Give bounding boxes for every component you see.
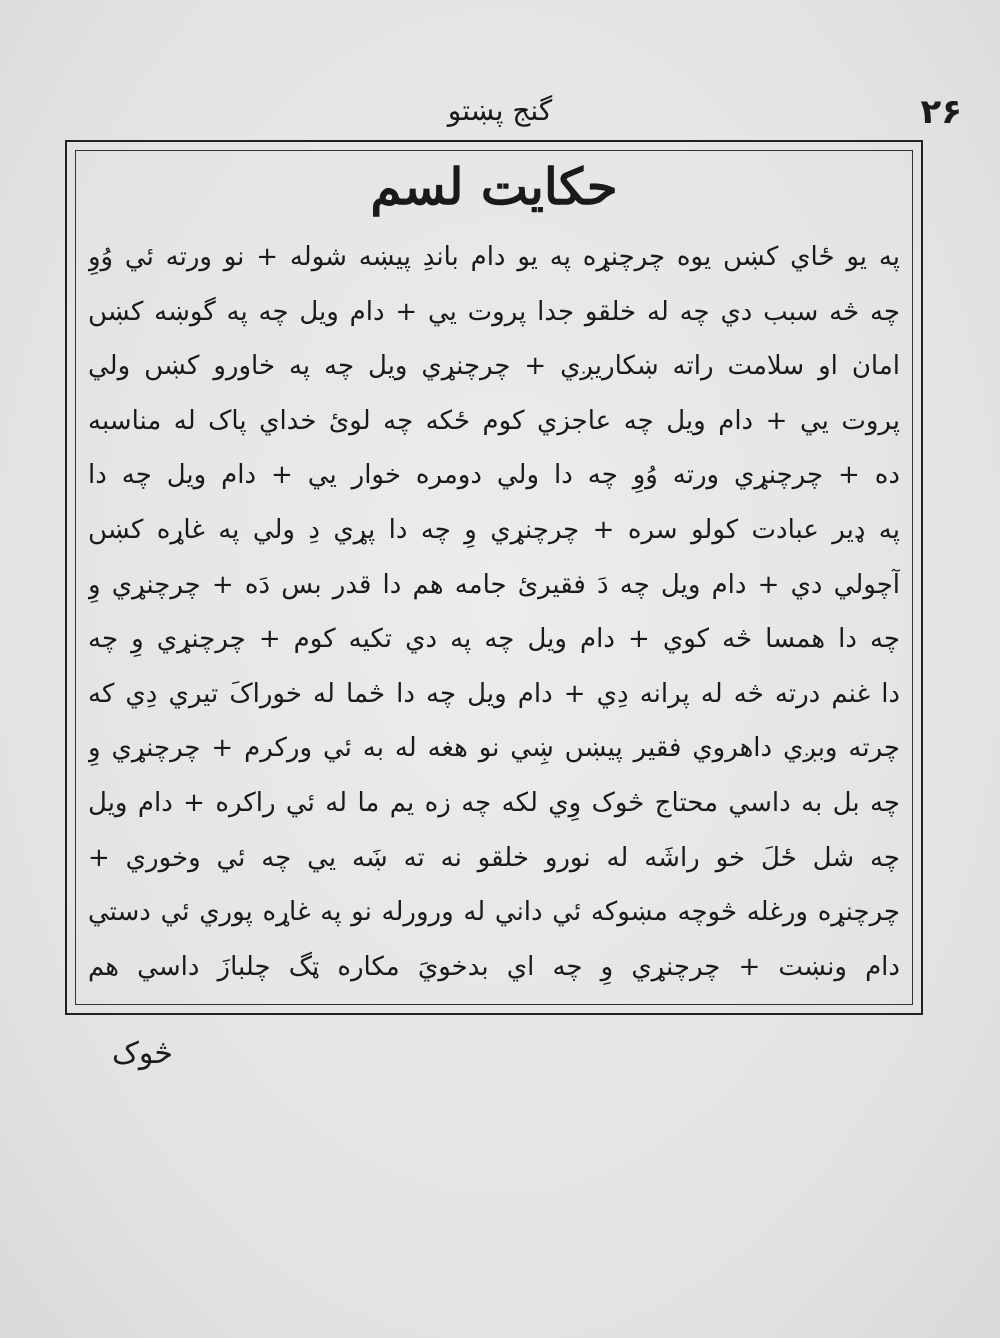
- text-line: امان او سلامت راته ښکاريږي + چرچنړي ويل چه په خاورو کښں ولي: [88, 351, 900, 382]
- text-line: چرچنړه ورغله څوچه مښوکه ئي داني له ورورله نو په غاړه پوري ئي دستي: [88, 897, 900, 928]
- text-line: چه څه سبب دي چه له خلقو جدا پروت يي + دام ویل چه په گوښه کښں: [88, 296, 900, 327]
- text-line: ده + چرچنړي ورته وُوِ چه دا ولي دومره خوار يي + دام ويل چه دا: [88, 460, 900, 491]
- story-body: [88, 230, 900, 994]
- text-line: چه شل ځلَ خو راشَه له نورو خلقو نه ته ښَه يي چه ئي وخوري +: [88, 842, 900, 873]
- text-line: چه بل به داسي محتاج څوک وِي لکه چه زه يم ما له ئي راکره + دام ويل: [88, 787, 900, 818]
- story-heading: حکایت لسم: [370, 157, 618, 216]
- page-number: ۲۶: [920, 92, 962, 132]
- text-line: په یو ځاي کښں یوه چرچنړه په یو دام باندِ پیښه شوله + نو ورته ئي وُوِ: [88, 242, 900, 272]
- running-head: [0, 92, 1000, 138]
- running-title: گنج پښتو: [447, 94, 553, 127]
- text-line: آچولي دي + دام ويل چه دَ فقيرئ جامه هم دا قدر بس دَه + چرچنړي وِ: [88, 569, 900, 600]
- text-line: دام ونښت + چرچنړي وِ چه اي بدخويَ مکاره ټگ چلبازَ داسي هم: [88, 951, 900, 982]
- text-line: په ډير عبادت کولو سره + چرچنړي وِ چه دا پړي دِ ولي په غاړه کښں: [88, 514, 900, 545]
- text-line: پروت يي + دام ويل چه عاجزي کوم ځکه چه لوئ خداي پاک له مناسبه: [88, 405, 900, 436]
- text-line: دا غنم درته څه له پرانه دِي + دام ويل چه دا څما له خوراکَ تيري دِي که: [88, 678, 900, 709]
- text-line: چرته وبږي داهروي فقير پيښں ښِي نو هغه له به ئي ورکرم + چرچنړي وِ: [88, 733, 900, 764]
- text-line: چه دا همسا څه کوي + دام ويل چه په دي تکيه کوم + چرچنړي وِ چه: [88, 624, 900, 655]
- catchword: څوک: [112, 1036, 173, 1071]
